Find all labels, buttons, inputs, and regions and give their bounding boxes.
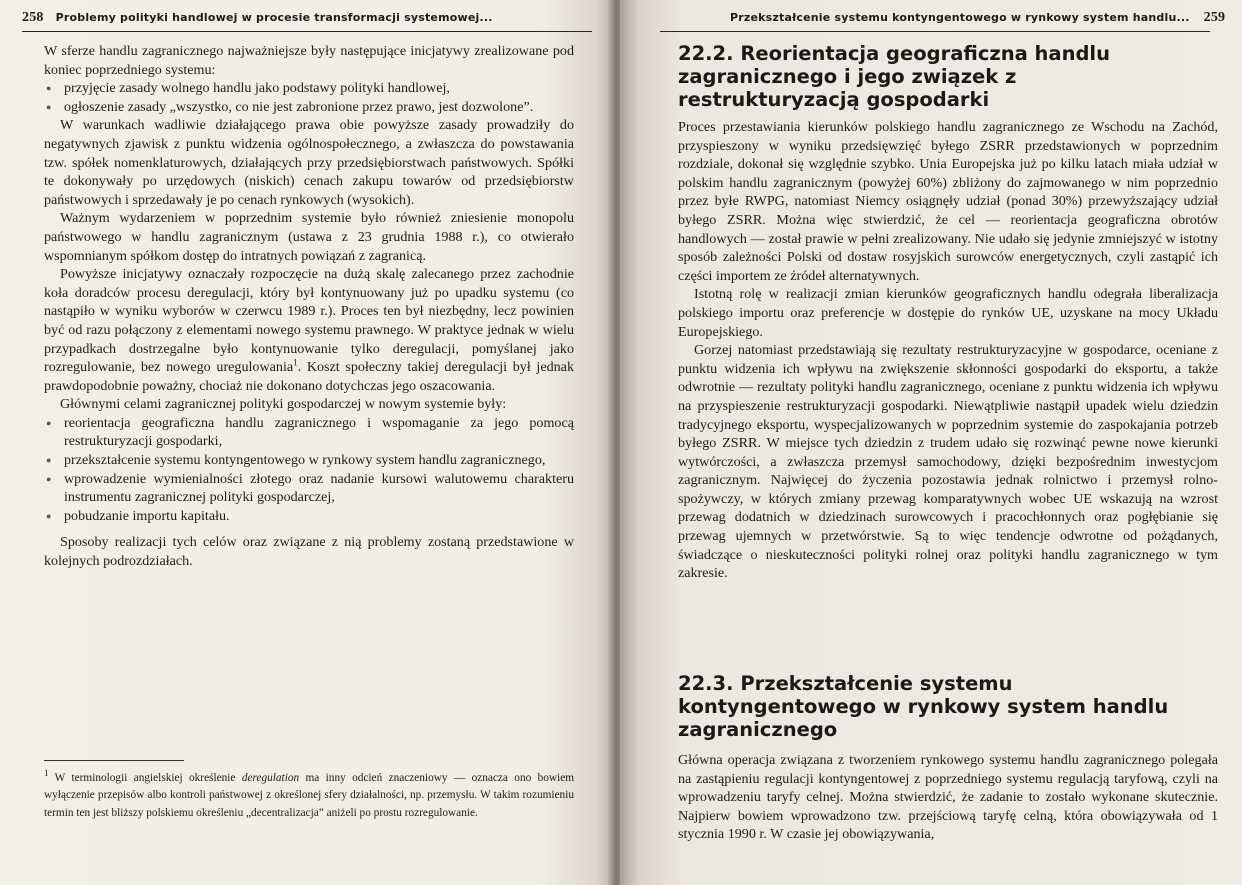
- header-rule: [660, 31, 1210, 32]
- bullet-list: [44, 79, 574, 116]
- list-item: ● wprowadzenie wymienialności złotego oraz nadanie kursowi walutowemu charakteru instrumentu zagranicznej polityki gospodarczej,: [44, 470, 574, 507]
- paragraph: Głównymi celami zagranicznej polityki gospodarczej w nowym systemie były:: [60, 396, 507, 413]
- paragraph: Główna operacja związana z tworzeniem rynkowego systemu handlu zagranicznego polegała na zastąpieniu regulacji kontyngentowej z poprzedniego systemu regulacją taryfową, czyli na wprowadzeniu taryfy celnej. Można stwierdzić, że zadanie to zostało wykonane skutecznie. Najpierw bowiem wprowadzono tzw. przejściową taryfę celną, która obowiązywała od 1 stycznia 1990 r. W czasie jej obowiązywania,: [678, 752, 1218, 843]
- section-number: 22.2.: [678, 42, 734, 65]
- spacer: [44, 525, 574, 533]
- running-head-left: [22, 10, 493, 26]
- footnote-rule: [44, 760, 184, 761]
- paragraph: Istotną rolę w realizacji zmian kierunków geograficznych handlu odegrała liberalizacja polskiego importu oraz preferencje w dostępie do rynków UE, uzyskane na mocy Układu Europejskiego.: [678, 286, 1218, 340]
- section-heading: [678, 672, 1198, 741]
- paragraph: [44, 265, 574, 395]
- bullet-list: [44, 414, 574, 526]
- header-rule: [22, 31, 592, 32]
- section-number: 22.3.: [678, 672, 734, 695]
- list-item: ● przekształcenie systemu kontyngentowego w rynkowy system handlu zagranicznego,: [44, 451, 574, 470]
- left-page: [0, 0, 614, 885]
- footnote-number: 1: [44, 768, 49, 779]
- section-body: [678, 118, 1218, 583]
- running-head-right: [730, 10, 1225, 26]
- paragraph: Sposoby realizacji tych celów oraz związane z nią problemy zostaną przedstawione w kolejnych podrozdziałach.: [44, 534, 574, 570]
- footnote-term: deregulation: [241, 772, 300, 784]
- paragraph-text: . Koszt społeczny takiej deregulacji był jednak prawdopodobnie poważny, chociaż nie dokonano dotychczas jego oszacowania.: [44, 359, 574, 394]
- section-title: Przekształcenie systemu kontyngentowego w rynkowy system handlu zagranicznego: [678, 672, 1169, 741]
- list-item: ● ogłoszenie zasady „wszystko, co nie jest zabronione przez prawo, jest dozwolone”.: [44, 98, 574, 117]
- footnote: [44, 770, 574, 822]
- section-title: Reorientacja geograficzna handlu zagranicznego i jego związek z restrukturyzacją gospodarki: [678, 42, 1110, 111]
- section-body: [678, 751, 1218, 844]
- footnote-text: ma inny odcień znaczeniowy — oznacza ono bowiem wyłączenie przepisów albo kontroli państwowej z określonej sfery działalności, np. przemysłu. W takim rozumieniu termin ten jest bliższy polskiemu określeniu „decentralizacja” aniżeli po prostu rozregulowanie.: [44, 772, 575, 819]
- footnote-ref: 1: [293, 357, 298, 368]
- section-heading: [678, 42, 1198, 111]
- page-number: 259: [1203, 10, 1226, 25]
- list-item: ● pobudzanie importu kapitału.: [44, 507, 574, 526]
- running-head-text: Problemy polityki handlowej w procesie transformacji systemowej...: [55, 11, 493, 24]
- right-page: [620, 0, 1242, 885]
- footnote-text: W terminologii angielskiej określenie: [54, 772, 242, 784]
- paragraph: W warunkach wadliwie działającego prawa obie powyższe zasady prowadziły do negatywnych zjawisk z punktu widzenia ogólnospołecznego, a zwłaszcza do powstawania tzw. spółek nomenklaturowych, działających przy przedsiębiorstwach państwowych. Spółki te dokonywały po urzędowych (niskich) cenach zakupu towarów od przedsiębiorstw państwowych i sprzedawały je po cenach rynkowych (wysokich).: [44, 117, 574, 208]
- list-item: ● przyjęcie zasady wolnego handlu jako podstawy polityki handlowej,: [44, 79, 574, 98]
- paragraph: Gorzej natomiast przedstawiają się rezultaty restrukturyzacyjne w gospodarce, oceniane z punktu widzenia ich wpływu na zwiększenie skłonności gospodarki do eksportu, a także odwrotnie — rezultaty polityki handlu zagranicznego, oceniane z punktu widzenia ich wpływu na przyspieszenie restrukturyzacji gospodarki. Niewątpliwie nastąpił upadek wielu dziedzin tradycyjnego eksportu, wyspecjalizowanych w poprzednim systemie do zaspokajania potrzeb byłego ZSRR. W miejsce tych dziedzin z trudem udało się rozwinąć pewne nowe kierunki wytwórczości, a zwłaszcza przemysł samochodowy, dzięki bezpośrednim inwestycjom zagranicznym. Najwięcej do życzenia pozostawia jednak rolnictwo i przemysł rolno-spożywczy, w których zmiany przewag komparatywnych wobec UE wskazują na wzrost przewag dodatnich w dziedzinach surowcowych i pracochłonnych oraz pogłębianie się przewag ujemnych w przetwórstwie. Są to więc tendencje odwrotne od pożądanych, świadczące o nieskuteczności polityki rolnej oraz polityki handlu zagranicznego w tym zakresie.: [678, 342, 1218, 582]
- page-number: 258: [22, 10, 44, 25]
- paragraph: Proces przestawiania kierunków polskiego handlu zagranicznego ze Wschodu na Zachód, przyspieszony w wyniku przedsięwzięć byłego ZSRR przedstawionych w poprzednim rozdziale, dokonał się względnie szybko. Unia Europejska już po kilku latach miała udział w polskim handlu zagranicznym (powyżej 60%) zbliżony do zajmowanego w nim poprzednio przez byłe RWPG, natomiast Niemcy osiągnęły udział (ponad 30%) przewyższający udział byłego ZSRR. Można więc stwierdzić, że cel — reorientacja geograficzna obrotów handlowych — został prawie w pełni zrealizowany. Nie udało się jedynie zmniejszyć w istotny sposób zależności Polski od dostaw rosyjskich surowców energetycznych, czyli zastąpić ich części importem ze źródeł alternatywnych.: [678, 119, 1218, 284]
- paragraph-text: Powyższe inicjatywy oznaczały rozpoczęcie na dużą skalę zalecanego przez zachodnie koła doradców procesu deregulacji, który był kontynuowany już po upadku systemu (co nastąpiło w wyniku wyborów w czerwcu 1989 r.). Proces ten był niezbędny, lecz powinien być od razu połączony z elementami nowego systemu prawnego. W praktyce jednak w wielu przypadkach dostrzegalne było kontynuowanie tylko deregulacji, pomyślanej jako rozregulowanie, bez nowego uregulowania: [44, 266, 574, 376]
- running-head-text: Przekształcenie systemu kontyngentowego w rynkowy system handlu...: [730, 11, 1190, 24]
- left-text-column: [44, 42, 574, 571]
- paragraph: W sferze handlu zagranicznego najważniejsze były następujące inicjatywy zrealizowane pod koniec poprzedniego systemu:: [44, 43, 574, 78]
- paragraph: Ważnym wydarzeniem w poprzednim systemie było również zniesienie monopolu państwowego w handlu zagranicznym (ustawa z 23 grudnia 1988 r.), co otwierało wspomnianym spółkom dostęp do intratnych powiązań z zagranicą.: [44, 210, 574, 264]
- list-item: ● reorientacja geograficzna handlu zagranicznego i wspomaganie za jego pomocą restrukturyzacji gospodarki,: [44, 414, 574, 451]
